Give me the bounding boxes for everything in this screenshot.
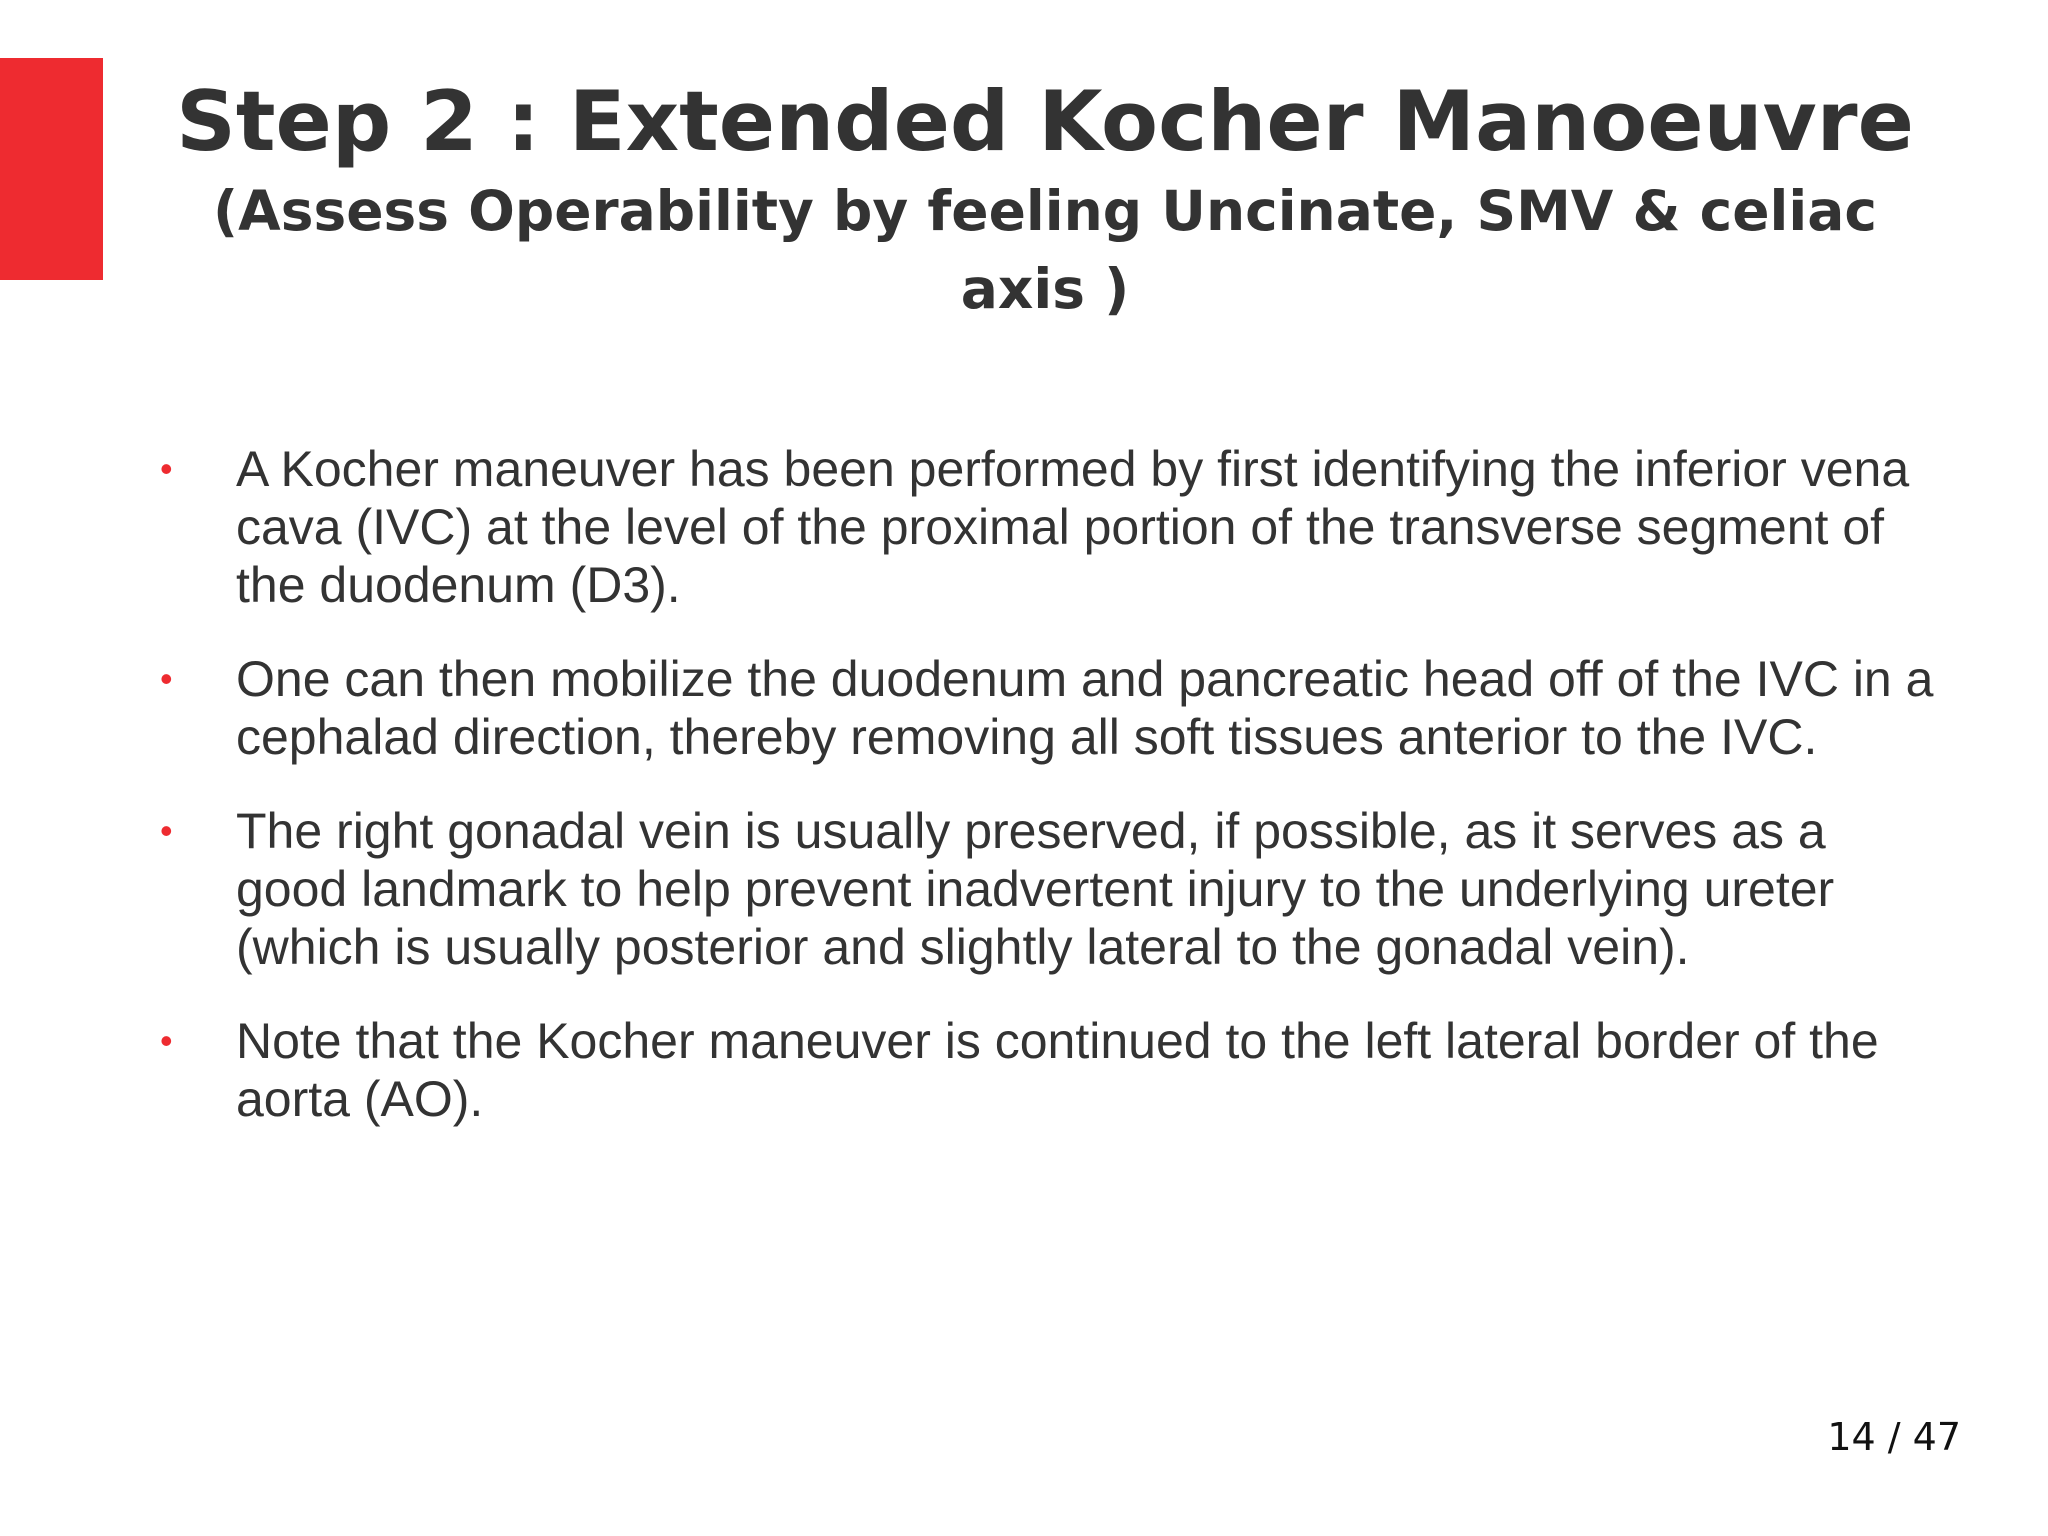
bullet-dot-icon: • [160, 448, 173, 489]
bullet-text: One can then mobilize the duodenum and pancreatic head off of the IVC in a cephalad direction, thereby removing all soft tissues anterior to the IVC. [236, 651, 1934, 765]
page-number: 14 / 47 [1827, 1415, 1961, 1459]
bullet-item [160, 650, 1940, 766]
bullet-dot-icon: • [160, 658, 173, 699]
accent-bar [0, 58, 103, 280]
bullet-item [160, 1012, 1940, 1128]
bullet-item [160, 440, 1940, 614]
slide-title: Step 2 : Extended Kocher Manoeuvre [176, 73, 1914, 170]
bullet-text: Note that the Kocher maneuver is continued to the left lateral border of the aorta (AO). [236, 1013, 1879, 1127]
bullet-dot-icon: • [160, 1020, 173, 1061]
bullet-list [160, 440, 1940, 1164]
bullet-text: The right gonadal vein is usually preserved, if possible, as it serves as a good landmark to help prevent inadvertent injury to the underlying ureter (which is usually posterior and slightly lateral to the gonadal vein). [236, 803, 1835, 975]
bullet-item [160, 802, 1940, 976]
bullet-text: A Kocher maneuver has been performed by first identifying the inferior vena cava (IVC) at the level of the proximal portion of the transverse segment of the duodenum (D3). [236, 441, 1910, 613]
slide-subtitle: (Assess Operability by feeling Uncinate, SMV & celiac axis ) [213, 179, 1877, 321]
bullet-dot-icon: • [160, 810, 173, 851]
